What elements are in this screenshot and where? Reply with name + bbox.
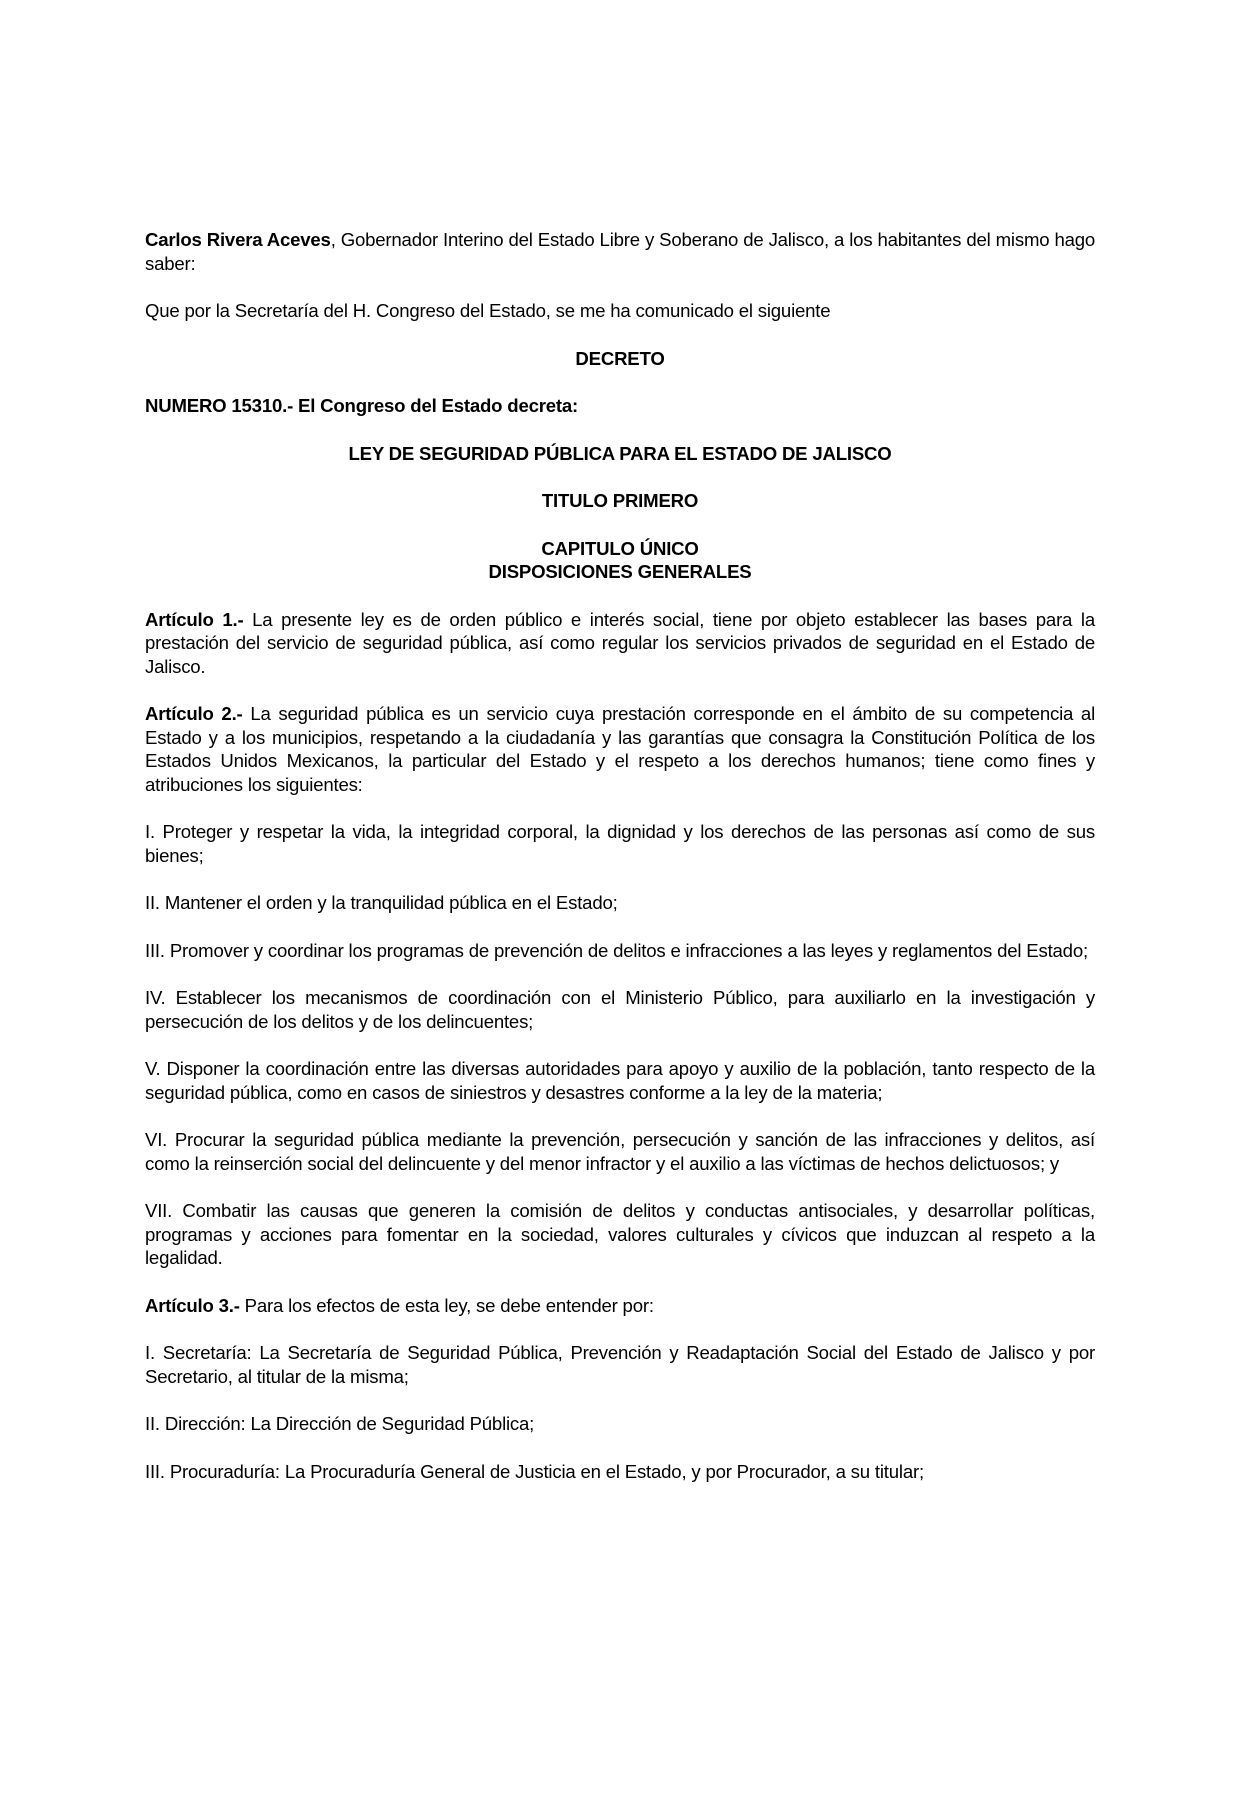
article-2-item: V. Disponer la coordinación entre las diversas autoridades para apoyo y auxilio de la población, tanto respecto de la seguridad pública, como en casos de siniestros y desastres conforme a la ley de la materia;	[145, 1058, 1095, 1103]
governor-name: Carlos Rivera Aceves	[145, 229, 331, 250]
article-2-text: La seguridad pública es un servicio cuya prestación corresponde en el ámbito de su competencia al Estado y a los municipios, respetando a la ciudadanía y las garantías que consagra la Constitución Política de los Estados Unidos Mexicanos, la particular del Estado y el respeto a los derechos humanos; tiene como fines y atribuciones los siguientes:	[145, 703, 1096, 795]
decree-heading: DECRETO	[575, 347, 665, 369]
article-2-item: I. Proteger y respetar la vida, la integridad corporal, la dignidad y los derechos de las personas así como de sus bienes;	[145, 821, 1095, 866]
article-3-item: II. Dirección: La Dirección de Seguridad Pública;	[145, 1413, 535, 1434]
article-1-label: Artículo 1.-	[145, 608, 244, 630]
article-3-item: III. Procuraduría: La Procuraduría General de Justicia en el Estado, y por Procurador, a su titular;	[145, 1460, 924, 1482]
title-heading: TITULO PRIMERO	[541, 490, 699, 511]
article-2-item: IV. Establecer los mecanismos de coordinación con el Ministerio Público, para auxiliarlo en la investigación y persecución de los delitos y de los delincuentes;	[145, 987, 1095, 1032]
article-3-label: Artículo 3.-	[145, 1294, 240, 1316]
governor-text: , Gobernador Interino del Estado Libre y Soberano de Jalisco, a los habitantes del mismo hago saber:	[145, 229, 1096, 274]
article-2-item: II. Mantener el orden y la tranquilidad pública en el Estado;	[145, 892, 618, 913]
document-page	[145, 228, 1095, 1507]
decree-number: NUMERO 15310.- El Congreso del Estado decreta:	[145, 395, 579, 416]
chapter-heading: CAPITULO ÚNICO	[541, 537, 699, 559]
article-1-text: La presente ley es de orden público e interés social, tiene por objeto establecer las bases para la prestación del servicio de seguridad pública, así como regular los servicios privados de seguridad en el Estado de Jalisco.	[145, 608, 1095, 677]
article-3-text: Para los efectos de esta ley, se debe entender por:	[239, 1294, 654, 1316]
intro-paragraph	[145, 228, 1095, 275]
article-2-item: III. Promover y coordinar los programas de prevención de delitos e infracciones a las leyes y reglamentos del Estado;	[145, 939, 1088, 961]
article-3	[145, 1294, 1095, 1318]
chapter-subheading: DISPOSICIONES GENERALES	[488, 561, 752, 582]
article-1	[145, 608, 1095, 679]
communication-paragraph: Que por la Secretaría del H. Congreso del Estado, se me ha comunicado el siguiente	[145, 300, 831, 321]
article-2-item: VII. Combatir las causas que generen la comisión de delitos y conductas antisociales, y desarrollar políticas, programas y acciones para fomentar en la sociedad, valores culturales y cívicos que induzcan al respeto a la legalidad.	[145, 1200, 1095, 1268]
law-title: LEY DE SEGURIDAD PÚBLICA PARA EL ESTADO DE JALISCO	[348, 442, 892, 464]
article-2-label: Artículo 2.-	[145, 703, 243, 724]
article-3-item: I. Secretaría: La Secretaría de Seguridad Pública, Prevención y Readaptación Social del Estado de Jalisco y por Secretario, al titular de la misma;	[145, 1342, 1095, 1387]
article-2	[145, 702, 1095, 796]
article-2-item: VI. Procurar la seguridad pública mediante la prevención, persecución y sanción de las infracciones y delitos, así como la reinserción social del delincuente y del menor infractor y el auxilio a las víctimas de hechos delictuosos; y	[145, 1129, 1095, 1174]
